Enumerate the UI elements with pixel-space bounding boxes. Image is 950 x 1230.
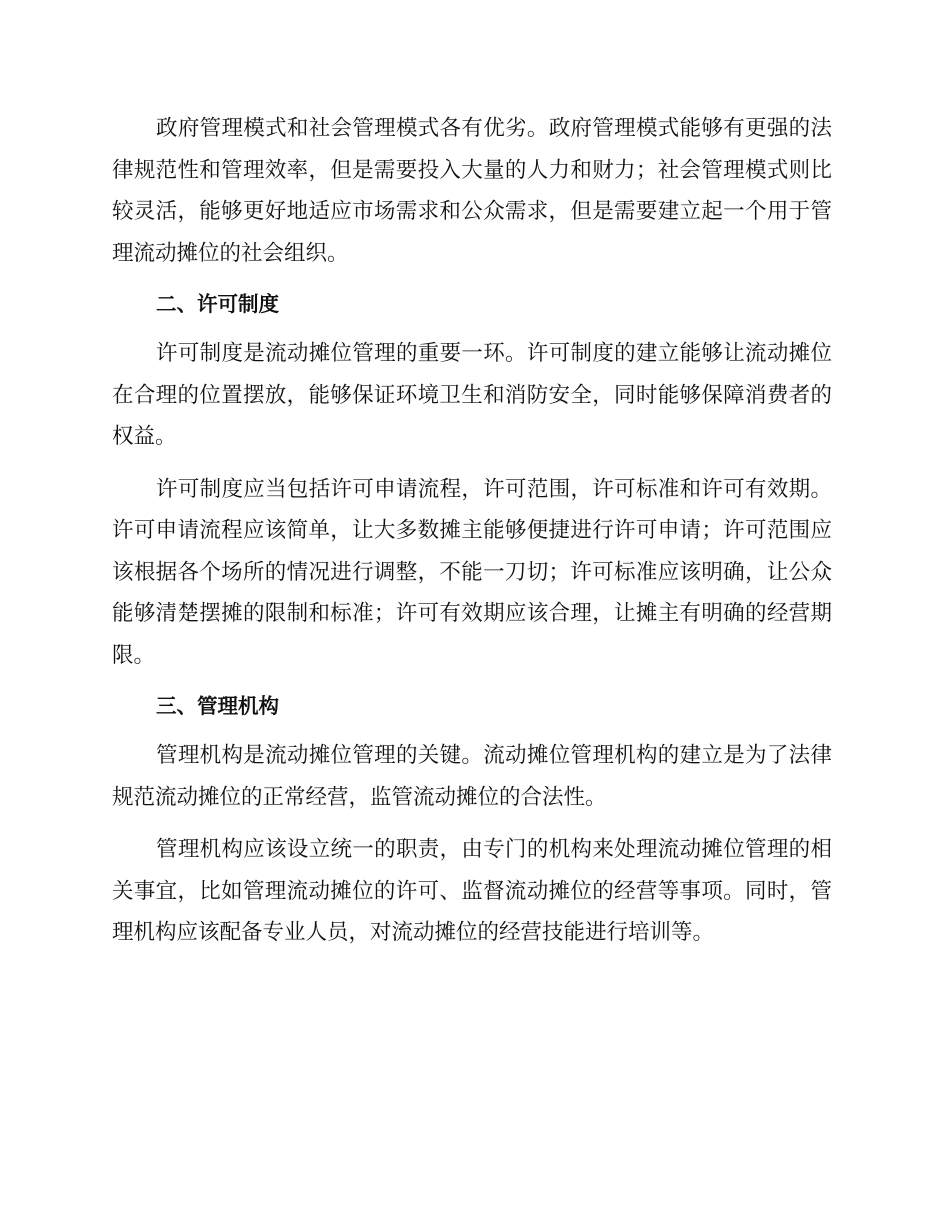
paragraph-permit-importance: 许可制度是流动摊位管理的重要一环。许可制度的建立能够让流动摊位在合理的位置摆放，能够保证环境卫生和消防安全，同时能够保障消费者的权益。 [112,341,832,449]
paragraph-permit-contents: 许可制度应当包括许可申请流程，许可范围，许可标准和许可有效期。许可申请流程应该简单，让大多数摊主能够便捷进行许可申请；许可范围应该根据各个场所的情况进行调整，不能一刀切；许可标准应该明确，让公众能够清楚摆摊的限制和标准；许可有效期应该合理，让摊主有明确的经营期限。 [112,476,832,668]
document-page [112,108,832,954]
paragraph-management-models: 政府管理模式和社会管理模式各有优劣。政府管理模式能够有更强的法律规范性和管理效率，但是需要投入大量的人力和财力；社会管理模式则比较灵活，能够更好地适应市场需求和公众需求，但是需要建立起一个用于管理流动摊位的社会组织。 [112,116,832,266]
heading-permit-system: 二、许可制度 [156,292,279,316]
paragraph-agency-role: 管理机构是流动摊位管理的关键。流动摊位管理机构的建立是为了法律规范流动摊位的正常经营，监管流动摊位的合法性。 [112,743,832,810]
heading-management-agency: 三、管理机构 [156,694,279,718]
paragraph-agency-duties: 管理机构应该设立统一的职责，由专门的机构来处理流动摊位管理的相关事宜，比如管理流动摊位的许可、监督流动摊位的经营等事项。同时，管理机构应该配备专业人员，对流动摊位的经营技能进行培训等。 [112,837,832,945]
